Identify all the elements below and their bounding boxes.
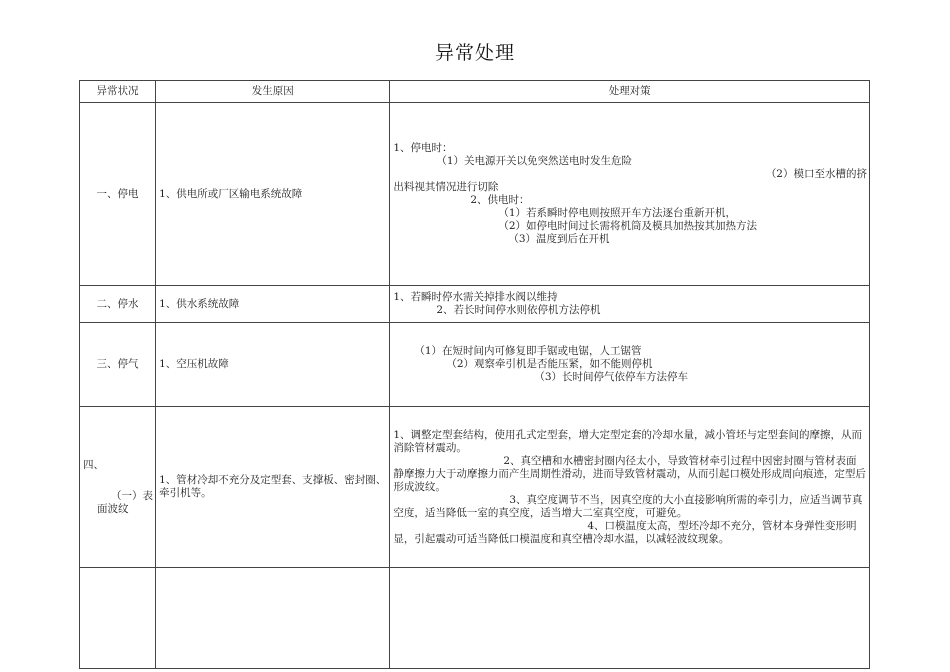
exception-table xyxy=(79,80,870,669)
cause-cell: 1、供水系统故障 xyxy=(156,286,390,323)
measure-line: （1）在短时间内可修复即手锯或电锯，人工锯管 xyxy=(414,345,642,357)
measure-cell xyxy=(390,103,870,286)
header-status: 异常状况 xyxy=(80,81,156,103)
measure-line: 1、若瞬时停水需关掉排水阀以维持 xyxy=(393,291,558,303)
status-line: 四、 xyxy=(83,458,104,471)
measure-line: 1、停电时： xyxy=(393,142,453,154)
measure-line: 2、供电时： xyxy=(470,194,530,206)
measure-line: （3）长时间停气依停车方法停车 xyxy=(534,371,689,383)
status-cell xyxy=(80,407,156,568)
measure-line: 4、口模温度太高，型坯冷却不充分，管材本身弹性变形明显，引起震动可适当降低口模温度和真空槽冷却水温，以减轻波纹现象。 xyxy=(393,519,857,545)
measure-line: （1）关电源开关以免突然送电时发生危险 xyxy=(436,155,633,167)
status-cell: 一、停电 xyxy=(80,103,156,286)
table-row xyxy=(80,407,870,568)
status-line: 面波纹 xyxy=(97,502,129,515)
table-row xyxy=(80,323,870,407)
table-row xyxy=(80,286,870,323)
cause-cell: 1、供电所或厂区输电系统故障 xyxy=(156,103,390,286)
header-cause: 发生原因 xyxy=(156,81,390,103)
measure-line: 3、真空度调节不当，因真空度的大小直接影响所需的牵引力，应适当调节真空度，适当降低一室的真空度，适当增大二室真空度，可避免。 xyxy=(393,493,863,519)
table-row-empty xyxy=(80,568,870,669)
measure-cell xyxy=(390,286,870,323)
empty-cell xyxy=(80,568,156,669)
measure-line: 2、真空槽和水槽密封圈内径太小，导致管材牵引过程中因密封圈与管材表面静摩擦力大于动摩擦力而产生周期性滑动，进而导致管材震动，从而引起口模处形成周向痕迹，定型后形成波纹。 xyxy=(393,454,866,493)
cause-cell: 1、管材冷却不充分及定型套、支撑板、密封圈、牵引机等。 xyxy=(156,407,390,568)
measure-line: 1、调整定型套结构，使用孔式定型套，增大定型定套的冷却水量，减小管坯与定型套间的摩擦，从而消除管材震动。 xyxy=(393,428,863,454)
measure-line: （3）温度到后在开机 xyxy=(508,233,610,245)
measure-cell xyxy=(390,323,870,407)
measure-line: （2）观察牵引机是否能压紧，如不能则停机 xyxy=(446,358,653,370)
empty-cell xyxy=(390,568,870,669)
header-row xyxy=(80,81,870,103)
measure-line: （2）如停电时间过长需将机筒及模具加热按其加热方法 xyxy=(498,220,758,232)
measure-line: （1）若系瞬时停电则按照开车方法逐台重新开机， xyxy=(498,207,737,219)
status-cell: 三、停气 xyxy=(80,323,156,407)
measure-cell xyxy=(390,407,870,568)
cause-cell: 1、空压机故障 xyxy=(156,323,390,407)
measure-line: （2）模口至水槽的挤 xyxy=(765,168,867,180)
header-measure: 处理对策 xyxy=(390,81,870,103)
table-row xyxy=(80,103,870,286)
measure-line: 2、若长时间停水则依停机方法停机 xyxy=(436,304,601,316)
status-cell: 二、停水 xyxy=(80,286,156,323)
measure-line: 出料视其情况进行切除 xyxy=(393,181,499,193)
status-line: （一）表 xyxy=(111,489,153,502)
empty-cell xyxy=(156,568,390,669)
page-title: 异常处理 xyxy=(434,42,515,64)
